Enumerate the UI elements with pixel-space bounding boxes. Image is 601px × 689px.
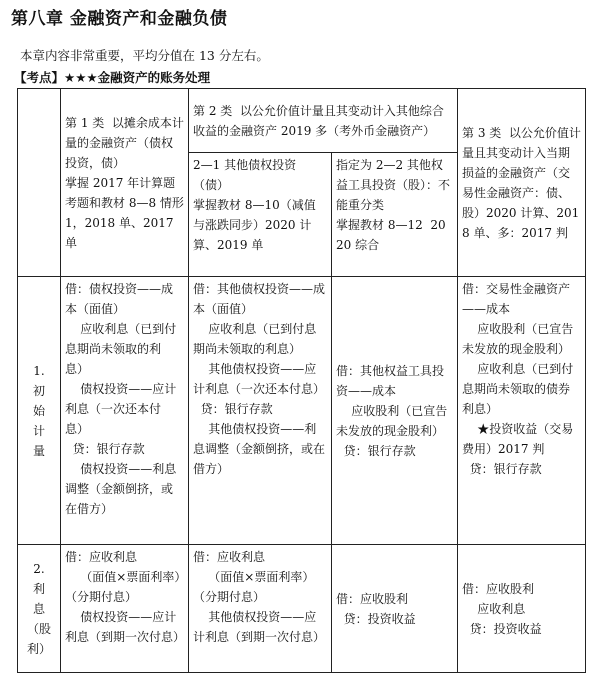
table-row [18, 277, 586, 545]
intro-text: 本章内容非常重要，平均分值在 13 分左右。 [20, 48, 269, 63]
header-category-1: 第 1 类 以摊余成本计量的金融资产（债权投资，债） 掌握 2017 年计算题考题和教材 8—8 情形 1，2018 单、2017 单 [61, 89, 189, 277]
key-point-heading: 【考点】★★★金融资产的账务处理 [14, 70, 211, 85]
table-row [18, 545, 586, 673]
cell-interest-category-2-2: 借：应收股利 贷：投资收益 [332, 545, 458, 673]
cell-initial-category-3: 借：交易性金融资产——成本 应收股利（已宣告未发放的现金股利） 应收利息（已到付息期尚未领取的债券利息） ★投资收益（交易费用）2017 判 贷：银行存款 [458, 277, 586, 545]
header-category-2: 第 2 类 以公允价值计量且其变动计入其他综合收益的金融资产 2019 多（考外币金融资产） [189, 89, 458, 153]
corner-cell [18, 89, 61, 277]
row-label-interest: 2. 利 息 （股 利） [18, 545, 61, 673]
cell-initial-category-2-2: 借：其他权益工具投资——成本 应收股利（已宣告未发放的现金股利） 贷：银行存款 [332, 277, 458, 545]
cell-initial-category-1: 借：债权投资——成本（面值） 应收利息（已到付息期尚未领取的利息） 债权投资——应计利息（一次还本付息） 贷：银行存款 债权投资——利息调整（金额倒挤，或在借方） [61, 277, 189, 545]
header-category-3: 第 3 类 以公允价值计量且其变动计入当期损益的金融资产（交易性金融资产：债、股）2020 计算、2018 单、多：2017 判 [458, 89, 586, 277]
cell-interest-category-3: 借：应收股利 应收利息 贷：投资收益 [458, 545, 586, 673]
chapter-title: 第八章 金融资产和金融负债 [11, 9, 228, 29]
cell-interest-category-2-1: 借：应收利息 （面值×票面利率）（分期付息） 其他债权投资——应计利息（到期一次付息） [189, 545, 332, 673]
row-label-initial-measurement: 1. 初 始 计 量 [18, 277, 61, 545]
accounting-table [17, 88, 586, 673]
header-category-2-2: 指定为 2—2 其他权益工具投资（股）：不能重分类 掌握教材 8—12 2020 综合 [332, 153, 458, 277]
table-header-row [18, 89, 586, 153]
header-category-2-1: 2—1 其他债权投资（债） 掌握教材 8—10（减值与涨跌同步）2020 计算、2019 单 [189, 153, 332, 277]
cell-initial-category-2-1: 借：其他债权投资——成本（面值） 应收利息（已到付息期尚未领取的利息） 其他债权投资——应计利息（一次还本付息） 贷：银行存款 其他债权投资——利息调整（金额倒挤，或在借方） [189, 277, 332, 545]
cell-interest-category-1: 借：应收利息 （面值×票面利率）（分期付息） 债权投资——应计利息（到期一次付息） [61, 545, 189, 673]
